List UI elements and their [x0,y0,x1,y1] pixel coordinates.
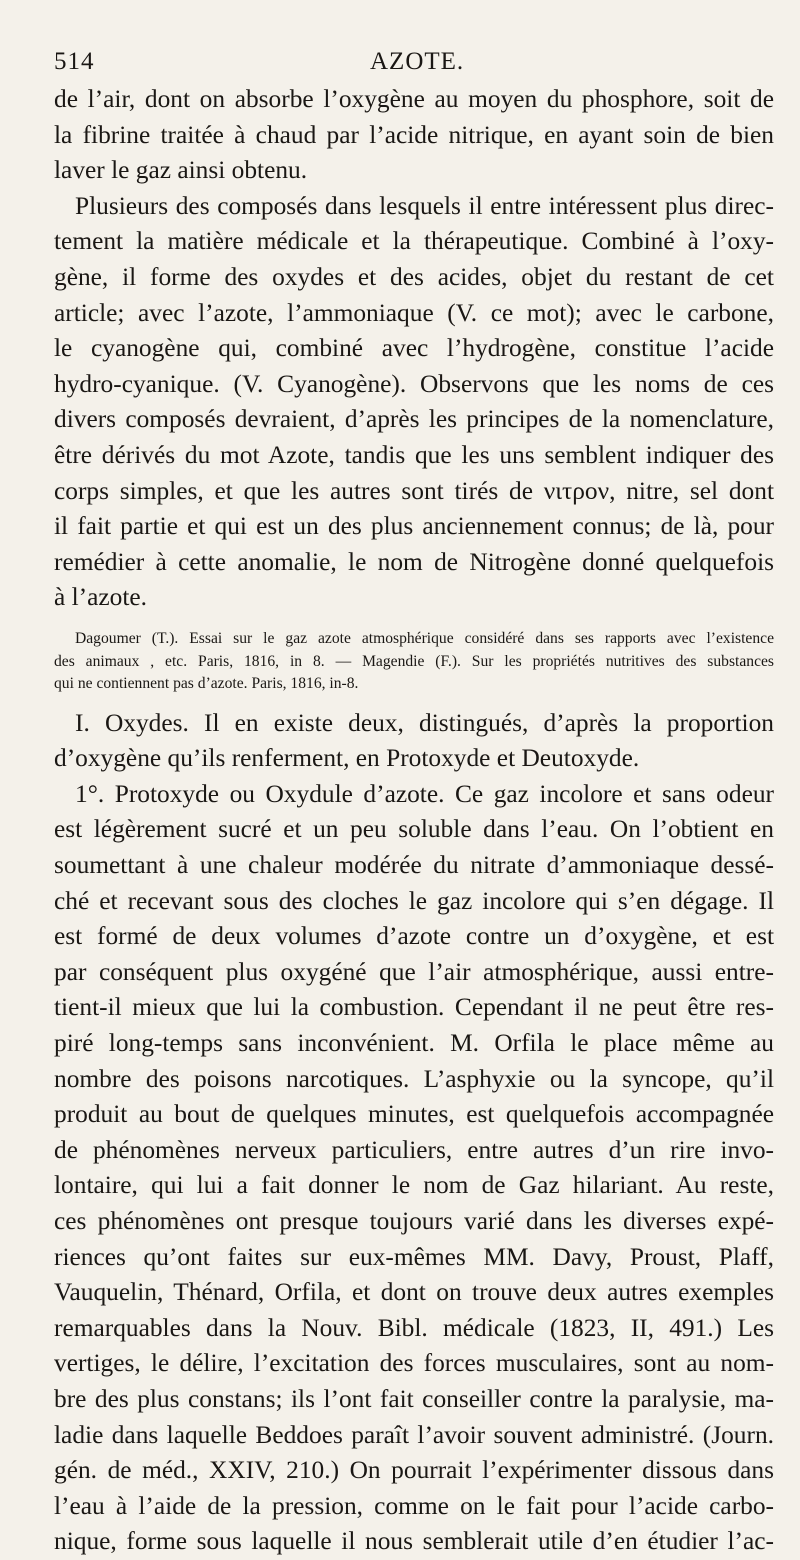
text-line: I. Oxydes. Il en existe deux, distingués, d’après la proportion [75,708,774,737]
text-line: Vauquelin, Thénard, Orfila, et dont on trouve deux autres exemples [54,1278,774,1307]
text-line: riences qu’ont faites sur eux-mêmes MM. Davy, Proust, Plaff, [54,1242,774,1271]
paragraph-composes [54,189,774,616]
biblio-line: Dagoumer (T.). Essai sur le gaz azote atmosphérique considéré dans ses rapports avec l’existence [75,629,774,647]
text-line: Plusieurs des composés dans lesquels il entre intéressent plus direc- [75,191,774,220]
text-line: lontaire, qui lui a fait donner le nom de Gaz hilariant. Au reste, [54,1171,774,1200]
text-line: il fait partie et qui est un des plus anciennement connus; de là, pour [54,512,774,541]
text-line: divers composés devraient, d’après les principes de la nomenclature, [54,405,774,434]
text-line: soumettant à une chaleur modérée du nitrate d’ammoniaque dessé- [54,851,774,880]
text-line: vertiges, le délire, l’excitation des forces musculaires, sont au nom- [54,1349,774,1378]
page-header [54,40,774,82]
biblio-line: qui ne contiennent pas d’azote. Paris, 1816, in-8. [54,675,359,693]
text-line: piré long-temps sans inconvénient. M. Orfila le place même au [54,1029,774,1058]
text-line: hydro-cyanique. (V. Cyanogène). Observons que les noms de ces [54,369,774,398]
text-line: corps simples, et que les autres sont tirés de νιτρον, nitre, sel dont [54,476,774,505]
paragraph-continuation [54,82,774,189]
text-line: le cyanogène qui, combiné avec l’hydrogène, constitue l’acide [54,334,774,363]
text-line: ladie dans laquelle Beddoes paraît l’avoir souvent administré. (Journ. [54,1420,774,1449]
page-number: 514 [54,48,95,75]
text-line: nique, forme sous laquelle il nous semblerait utile d’en étudier l’ac- [54,1527,774,1556]
text-line: ces phénomènes ont presque toujours varié dans les diverses expé- [54,1207,774,1235]
text-line: produit au bout de quelques minutes, est quelquefois accompagnée [54,1100,774,1129]
text-line: de phénomènes nerveux particuliers, entre autres d’un rire invo- [54,1135,774,1164]
text-line: gène, il forme des oxydes et des acides, objet du restant de cet [54,262,774,291]
text-line: est formé de deux volumes d’azote contre un d’oxygène, et est [54,922,774,951]
main-text [54,82,774,1560]
text-line: tient-il mieux que lui la combustion. Cependant il ne peut être res- [54,993,774,1022]
text-line: par conséquent plus oxygéné que l’air atmosphérique, aussi entre- [54,957,774,986]
text-line: est légèrement sucré et un peu soluble dans l’eau. On l’obtient en [54,815,774,844]
text-line: être dérivés du mot Azote, tandis que les uns semblent indiquer des [54,440,774,469]
text-line: laver le gaz ainsi obtenu. [54,156,308,185]
text-line: bre des plus constans; ils l’ont fait conseiller contre la paralysie, ma- [54,1384,774,1413]
paragraph-protoxyde [54,777,774,1560]
text-line: remarquables dans la Nouv. Bibl. médicale (1823, II, 491.) Les [54,1313,774,1342]
text-line: 1°. Protoxyde ou Oxydule d’azote. Ce gaz incolore et sans odeur [75,779,774,808]
text-line: de l’air, dont on absorbe l’oxygène au moyen du phosphore, soit de [54,85,774,113]
text-line: à l’azote. [54,583,148,612]
text-line: la fibrine traitée à chaud par l’acide nitrique, en ayant soin de bien [54,120,774,149]
text-line: article; avec l’azote, l’ammoniaque (V. ce mot); avec le carbone, [54,298,774,327]
text-line: nombre des poisons narcotiques. L’asphyxie ou la syncope, qu’il [54,1064,774,1093]
text-line: gén. de méd., XXIV, 210.) On pourrait l’expérimenter dissous dans [54,1456,774,1485]
text-line: remédier à cette anomalie, le nom de Nitrogène donné quelquefois [54,547,774,576]
paragraph-oxydes [54,706,774,777]
text-line: ché et recevant sous des cloches le gaz incolore qui s’en dégage. Il [54,886,774,915]
text-line: tement la matière médicale et la thérapeutique. Combiné à l’oxy- [54,227,774,256]
text-line: l’eau à l’aide de la pression, comme on le fait pour l’acide carbo- [54,1491,774,1520]
bibliography-note [54,628,774,696]
biblio-line: des animaux , etc. Paris, 1816, in 8. — Magendie (F.). Sur les propriétés nutritives des substances [54,652,774,670]
running-title: AZOTE. [370,48,465,75]
text-line: d’oxygène qu’ils renferment, en Protoxyde et Deutoxyde. [54,744,640,773]
